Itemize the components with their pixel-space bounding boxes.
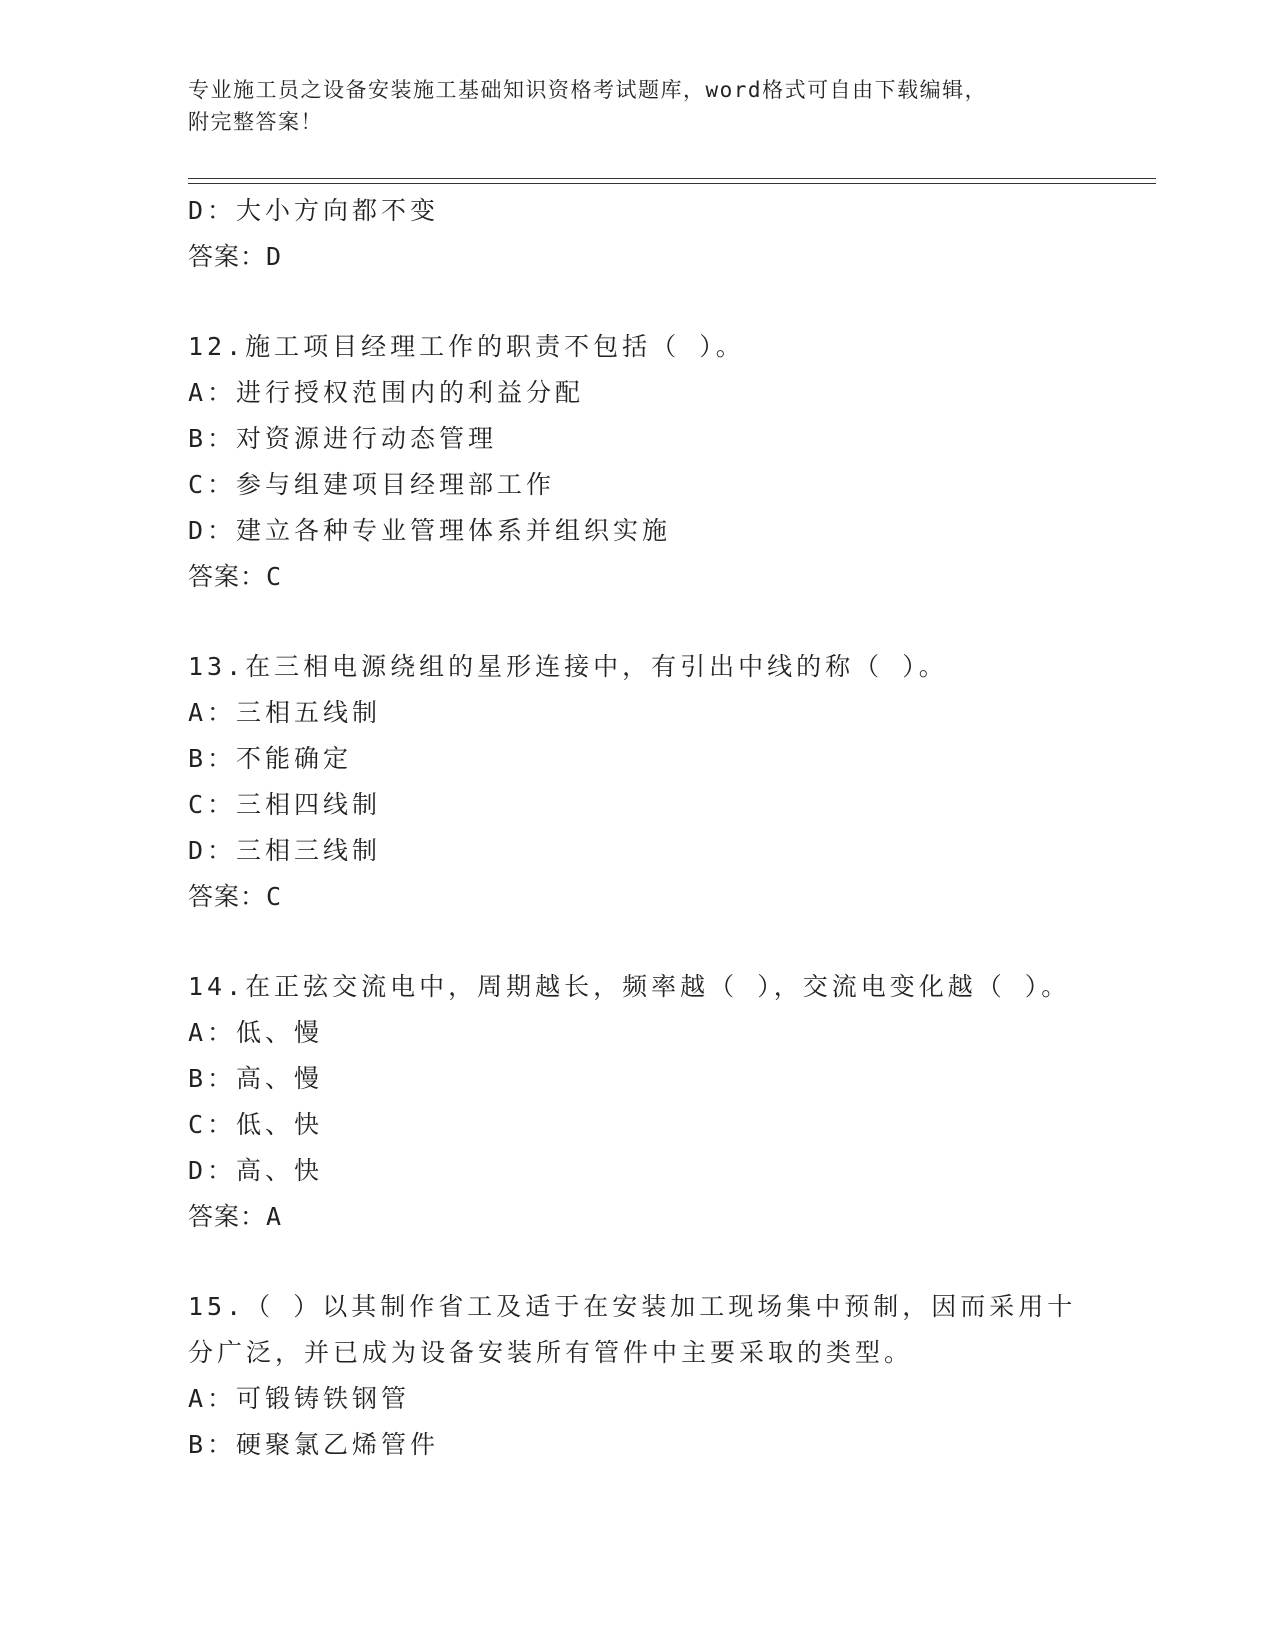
option-d: D：三相三线制 [188, 836, 382, 865]
question-text: 12.施工项目经理工作的职责不包括（ ）。 [188, 332, 745, 361]
answer [188, 554, 1088, 600]
answer [188, 234, 1088, 280]
answer-value: C [266, 882, 283, 911]
option-c: C：三相四线制 [188, 790, 382, 819]
option-b: B：高、慢 [188, 1064, 324, 1093]
question-text: 13.在三相电源绕组的星形连接中，有引出中线的称（ ）。 [188, 652, 948, 681]
answer-value: D [266, 242, 283, 271]
option-c: C：低、快 [188, 1110, 324, 1139]
question-text-line-2: 分广泛，并已成为设备安装所有管件中主要采取的类型。 [188, 1338, 914, 1367]
spacer [188, 600, 1088, 644]
option-b: B：硬聚氯乙烯管件 [188, 1430, 440, 1459]
answer-label: 答案： [188, 882, 267, 911]
question-13 [188, 644, 1088, 920]
answer-label: 答案： [188, 1202, 267, 1231]
answer-value: C [266, 562, 283, 591]
question-list [188, 188, 1088, 1468]
option-a: A：可锻铸铁钢管 [188, 1384, 411, 1413]
spacer [188, 920, 1088, 964]
question-11-tail [188, 188, 1088, 280]
option-b: B：不能确定 [188, 744, 353, 773]
answer-value: A [266, 1202, 283, 1231]
spacer [188, 280, 1088, 324]
header-divider-top [188, 178, 1156, 179]
option-c: C：参与组建项目经理部工作 [188, 470, 556, 499]
answer [188, 874, 1088, 920]
answer-label: 答案： [188, 242, 267, 271]
question-12 [188, 324, 1088, 600]
option-d: D：建立各种专业管理体系并组织实施 [188, 516, 672, 545]
header-line-1: 专业施工员之设备安装施工基础知识资格考试题库，word格式可自由下载编辑， [188, 78, 988, 102]
option-a: A：进行授权范围内的利益分配 [188, 378, 585, 407]
question-15 [188, 1284, 1088, 1468]
option-a: A：低、慢 [188, 1018, 324, 1047]
header-divider-bottom [188, 183, 1156, 184]
option-a: A：三相五线制 [188, 698, 382, 727]
option-d: D：高、快 [188, 1156, 324, 1185]
question-text: 14.在正弦交流电中，周期越长，频率越（ ），交流电变化越（ ）。 [188, 972, 1071, 1001]
question-14 [188, 964, 1088, 1240]
option-d: D：大小方向都不变 [188, 196, 440, 225]
document-header [188, 74, 1068, 138]
answer-label: 答案： [188, 562, 267, 591]
header-line-2: 附完整答案！ [188, 110, 323, 134]
option-b: B：对资源进行动态管理 [188, 424, 498, 453]
spacer [188, 1240, 1088, 1284]
question-text-line-1: 15.（ ）以其制作省工及适于在安装加工现场集中预制，因而采用十 [188, 1292, 1077, 1321]
answer [188, 1194, 1088, 1240]
